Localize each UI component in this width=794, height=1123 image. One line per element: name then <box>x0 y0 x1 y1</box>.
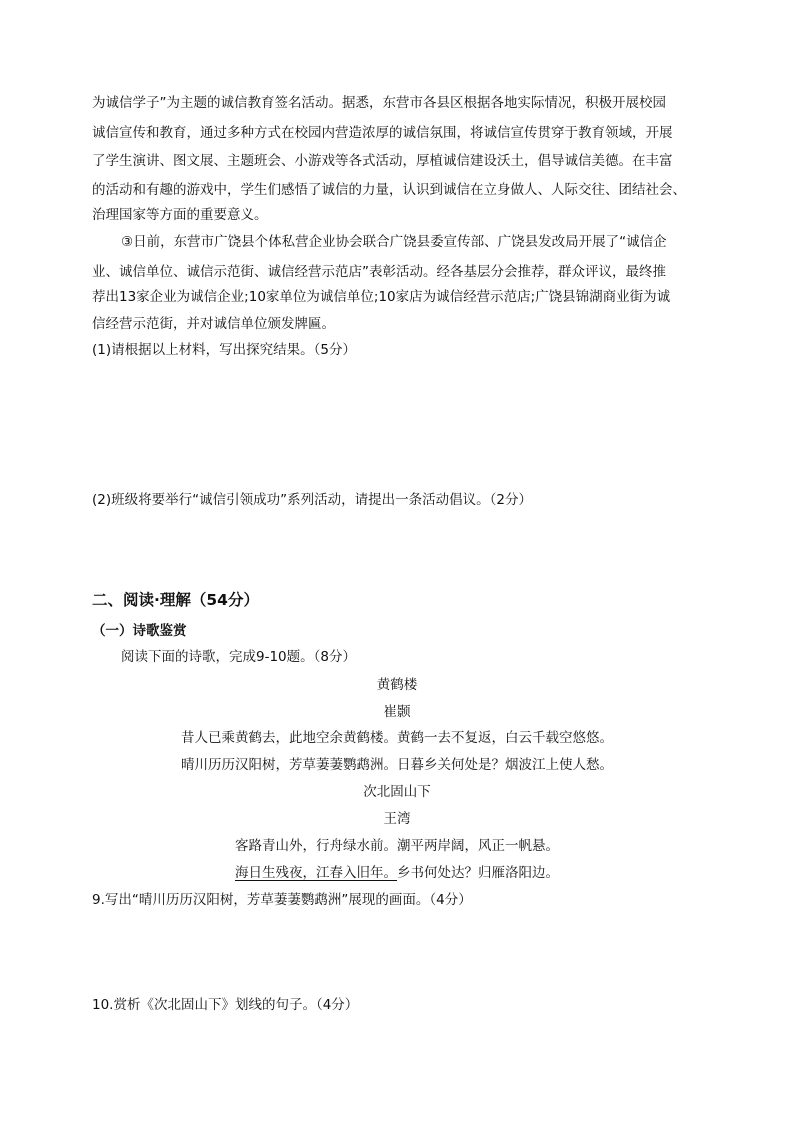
question-2: (2)班级将要举行“诚信引领成功”系列活动，请提出一条活动倡议。（2分） <box>92 492 532 508</box>
poem-2-line-2 <box>0 863 794 883</box>
poem-2-line-2-rest: 乡书何处达？归雁洛阳边。 <box>397 865 559 881</box>
poem-2-line-1: 客路青山外，行舟绿水前。潮平两岸阔，风正一帆悬。 <box>235 838 559 854</box>
passage-line-2: 诚信宣传和教育，通过多种方式在校园内营造浓厚的诚信氛围，将诚信宣传贯穿于教育领域，开展 <box>92 125 673 141</box>
item3-line-4: 信经营示范街，并对诚信单位颁发牌匾。 <box>92 316 335 332</box>
item3-line-2: 业、诚信单位、诚信示范街、诚信经营示范店”表彰活动。经各基层分会推荐，群众评议，最终推 <box>92 264 666 280</box>
passage-line-3: 了学生演讲、图文展、主题班会、小游戏等各式活动，厚植诚信建设沃土，倡导诚信美德。在丰富 <box>92 153 673 169</box>
passage-line-4: 的活动和有趣的游戏中，学生们感悟了诚信的力量，认识到诚信在立身做人、人际交往、团结社会、 <box>92 182 686 198</box>
poem-2-author: 王湾 <box>383 811 411 827</box>
question-1: (1)请根据以上材料，写出探究结果。（5分） <box>92 342 356 358</box>
poem-2-title: 次北固山下 <box>363 784 431 800</box>
section-2-subtitle: （一）诗歌鉴赏 <box>92 623 187 639</box>
item3-line-1: ③日前，东营市广饶县个体私营企业协会联合广饶县委宣传部、广饶县发改局开展了“诚信企 <box>121 234 667 250</box>
section-2-title: 二、阅读·理解（54分） <box>92 591 259 609</box>
poem-2-underlined-sentence: 海日生残夜，江春入旧年。 <box>235 865 397 881</box>
poem-1-line-1: 昔人已乘黄鹤去，此地空余黄鹤楼。黄鹤一去不复返，白云千载空悠悠。 <box>181 730 613 746</box>
question-10: 10.赏析《次北固山下》划线的句子。（4分） <box>92 997 359 1013</box>
passage-line-5: 治理国家等方面的重要意义。 <box>92 207 268 223</box>
poem-1-author: 崔颢 <box>383 704 411 720</box>
passage-line-1: 为诚信学子”为主题的诚信教育签名活动。据悉，东营市各县区根据各地实际情况，积极开展校园 <box>92 95 666 111</box>
poem-1-line-2: 晴川历历汉阳树，芳草萋萋鹦鹉洲。日暮乡关何处是？烟波江上使人愁。 <box>181 757 613 773</box>
poem-1-title: 黄鹤楼 <box>376 677 418 693</box>
question-9: 9.写出“晴川历历汉阳树，芳草萋萋鹦鹉洲”展现的画面。（4分） <box>92 892 472 908</box>
item3-line-3: 荐出13家企业为诚信企业;10家单位为诚信单位;10家店为诚信经营示范店;广饶县锦湖商业街为诚 <box>92 289 671 305</box>
section-2-instruction: 阅读下面的诗歌，完成9-10题。（8分） <box>121 649 356 665</box>
